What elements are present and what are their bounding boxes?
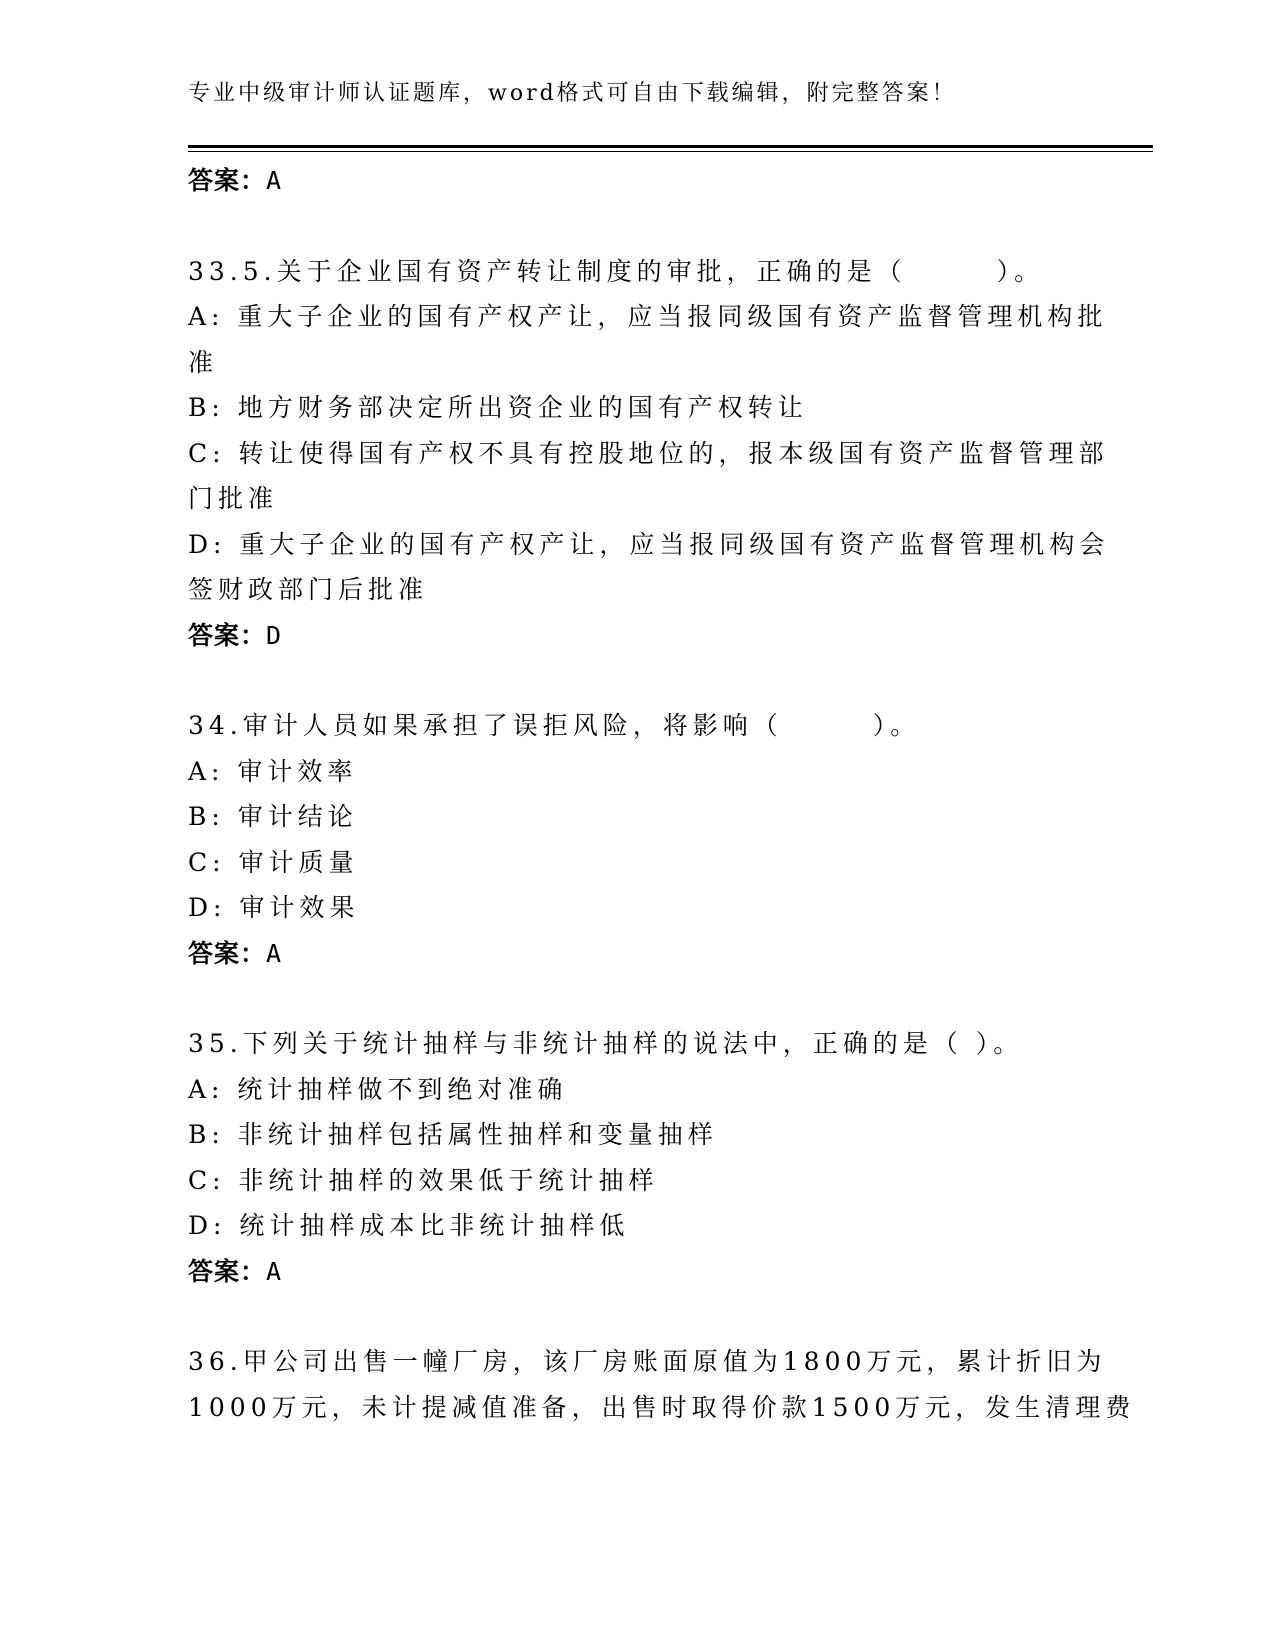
question-stem: 36.甲公司出售一幢厂房，该厂房账面原值为1800万元，累计折旧为 bbox=[188, 1347, 1107, 1376]
option-d-cont: 签财政部门后批准 bbox=[188, 575, 429, 604]
option-b: B: 审计结论 bbox=[188, 802, 358, 831]
option-a: A: 重大子企业的国有产权产让，应当报同级国有资产监督管理机构批 bbox=[188, 302, 1108, 331]
question-35 bbox=[188, 1021, 1088, 1294]
answer-label: 答案： bbox=[188, 620, 267, 650]
answer-value: A bbox=[266, 1256, 283, 1286]
answer bbox=[188, 931, 1088, 977]
question-stem-cont: 1000万元，未计提减值准备，出售时取得价款1500万元，发生清理费 bbox=[188, 1392, 1136, 1422]
question-stem: 33.5.关于企业国有资产转让制度的审批，正确的是（ ）。 bbox=[188, 256, 1045, 286]
document-body bbox=[188, 158, 1136, 1430]
option-d: D: 审计效果 bbox=[188, 893, 360, 922]
option-c: C: 审计质量 bbox=[188, 847, 359, 877]
header-rule-thin bbox=[188, 151, 1153, 152]
document-page bbox=[188, 0, 1153, 1650]
option-d: D: 重大子企业的国有产权产让，应当报同级国有资产监督管理机构会 bbox=[188, 529, 1110, 559]
question-34 bbox=[188, 703, 1088, 976]
option-d: D: 统计抽样成本比非统计抽样低 bbox=[188, 1211, 630, 1240]
option-a: A: 统计抽样做不到绝对准确 bbox=[188, 1074, 568, 1104]
option-c: C: 非统计抽样的效果低于统计抽样 bbox=[188, 1165, 659, 1195]
question-33 bbox=[188, 249, 1110, 659]
answer bbox=[188, 613, 1088, 659]
option-b: B: 非统计抽样包括属性抽样和变量抽样 bbox=[188, 1120, 718, 1149]
option-a: A: 审计效率 bbox=[188, 756, 358, 786]
prev-answer bbox=[188, 158, 1088, 204]
option-c-cont: 门批准 bbox=[188, 484, 279, 513]
page-header: 专业中级审计师认证题库，word格式可自由下载编辑，附完整答案！ bbox=[188, 81, 957, 106]
answer-value: A bbox=[266, 166, 283, 195]
answer-value: D bbox=[266, 620, 283, 650]
answer-label: 答案： bbox=[188, 166, 267, 195]
question-stem: 35.下列关于统计抽样与非统计抽样的说法中，正确的是（ ）。 bbox=[188, 1029, 1024, 1058]
answer bbox=[188, 1249, 1088, 1295]
answer-label: 答案： bbox=[188, 1256, 267, 1286]
header-rule-thick bbox=[188, 145, 1153, 148]
option-b: B: 地方财务部决定所出资企业的国有产权转让 bbox=[188, 393, 808, 422]
option-a-cont: 准 bbox=[188, 347, 219, 377]
option-c: C: 转让使得国有产权不具有控股地位的，报本级国有资产监督管理部 bbox=[188, 438, 1109, 468]
answer-value: A bbox=[266, 938, 283, 968]
answer-label: 答案： bbox=[188, 938, 267, 968]
question-stem: 34.审计人员如果承担了误拒风险，将影响（ ）。 bbox=[188, 711, 921, 740]
question-36 bbox=[188, 1339, 1136, 1430]
